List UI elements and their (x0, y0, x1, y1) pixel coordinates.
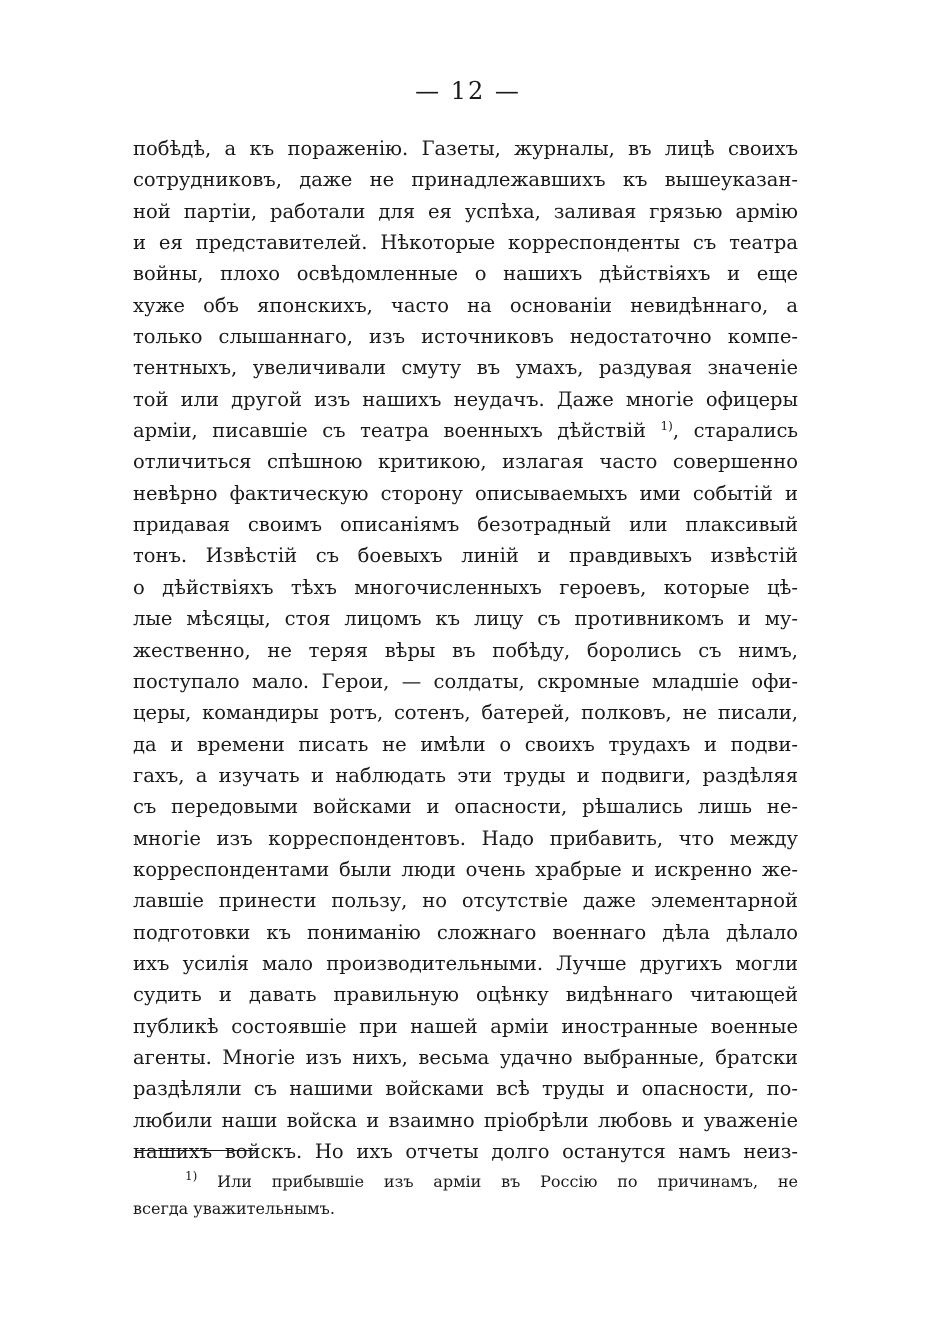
text-line: придавая своимъ описаніямъ безотрадный или плаксивый (133, 513, 798, 537)
text-line: съ передовыми войсками и опасности, рѣшались лишь не- (133, 795, 798, 819)
text-line: ихъ усилія мало производительными. Лучше другихъ могли (133, 951, 798, 975)
footnote-text: Или прибывшіе изъ арміи въ Россію по причинамъ, не (217, 1172, 798, 1191)
footnote-reference: 1) (660, 419, 673, 434)
text-line: тонъ. Извѣстій съ боевыхъ линій и правдивыхъ извѣстій (133, 544, 798, 568)
text-line: сотрудниковъ, даже не принадлежавшихъ къ вышеуказан- (133, 168, 798, 192)
text-fragment: арміи, писавшіе съ театра военныхъ дѣйствій (133, 419, 646, 443)
text-line: жественно, не теряя вѣры въ побѣду, боролись съ нимъ, (133, 638, 798, 662)
text-line: гахъ, а изучать и наблюдать эти труды и подвиги, раздѣляя (133, 763, 798, 787)
text-line: нашихъ войскъ. Но ихъ отчеты долго останутся намъ неиз- (133, 1140, 798, 1163)
text-line: лые мѣсяцы, стоя лицомъ къ лицу съ противникомъ и му- (133, 607, 798, 631)
text-line: многіе изъ корреспондентовъ. Надо прибавить, что между (133, 826, 798, 850)
text-line: церы, командиры ротъ, сотенъ, батерей, полковъ, не писали, (133, 701, 798, 725)
text-line: раздѣляли съ нашими войсками всѣ труды и опасности, по- (133, 1077, 798, 1101)
footnote (133, 1168, 798, 1222)
footnote-line (133, 1168, 798, 1195)
text-line: отличиться спѣшною критикою, излагая часто совершенно (133, 450, 798, 474)
text-line: войны, плохо освѣдомленные о нашихъ дѣйствіяхъ и еще (133, 262, 798, 286)
footnote-marker: 1) (185, 1169, 198, 1183)
text-line: корреспондентами были люди очень храбрые и искренно же- (133, 857, 798, 881)
text-line: невѣрно фактическую сторону описываемыхъ ими событій и (133, 481, 798, 505)
text-line: ной партіи, работали для ея успѣха, заливая грязью армію (133, 199, 798, 223)
text-line-with-footnote-ref (133, 415, 798, 446)
text-line: и ея представителей. Нѣкоторые корреспонденты съ театра (133, 231, 798, 255)
page-number: — 12 — (415, 77, 521, 105)
body-text (133, 133, 798, 1167)
text-line: любили наши войска и взаимно пріобрѣли любовь и уваженіе (133, 1108, 798, 1132)
text-line: да и времени писать не имѣли о своихъ трудахъ и подви- (133, 732, 798, 756)
text-line: лавшіе принести пользу, но отсутствіе даже элементарной (133, 889, 798, 913)
footnote-divider (136, 1150, 256, 1151)
text-line: только слышаннаго, изъ источниковъ недостаточно компе- (133, 325, 798, 349)
text-line: тентныхъ, увеличивали смуту въ умахъ, раздувая значеніе (133, 356, 798, 380)
text-line: той или другой изъ нашихъ неудачъ. Даже многіе офицеры (133, 387, 798, 411)
footnote-line: всегда уважительнымъ. (133, 1199, 335, 1218)
text-line: подготовки къ пониманію сложнаго военнаго дѣла дѣлало (133, 920, 798, 944)
text-fragment: , старались (672, 419, 798, 443)
text-line: поступало мало. Герои, — солдаты, скромные младшіе офи- (133, 669, 798, 693)
text-line: о дѣйствіяхъ тѣхъ многочисленныхъ героевъ, которые цѣ- (133, 575, 798, 599)
text-line: хуже объ японскихъ, часто на основаніи невидѣннаго, а (133, 293, 798, 317)
text-line: публикѣ состоявшіе при нашей арміи иностранные военные (133, 1014, 798, 1038)
text-line: побѣдѣ, а къ пораженію. Газеты, журналы, въ лицѣ своихъ (133, 137, 798, 160)
text-line: судить и давать правильную оцѣнку видѣннаго читающей (133, 983, 798, 1007)
text-line: агенты. Многіе изъ нихъ, весьма удачно выбранные, братски (133, 1045, 798, 1069)
